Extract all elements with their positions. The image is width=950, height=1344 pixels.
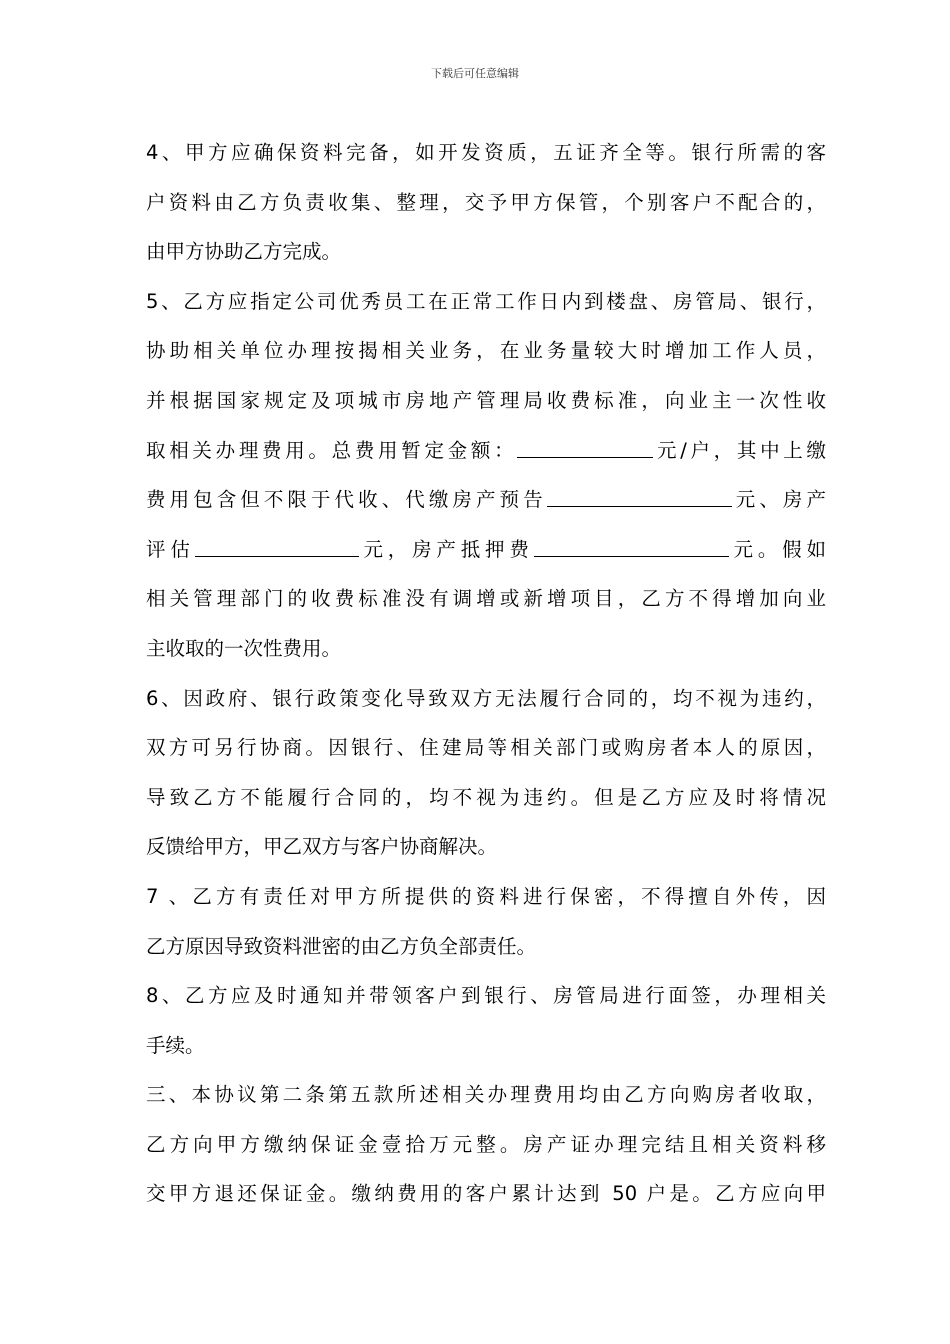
section-3-line-1: 三、本协议第二条第五款所述相关办理费用均由乙方向购房者收取， <box>146 1083 826 1107</box>
clause-7-line-2: 乙方原因导致资料泄密的由乙方负全部责任。 <box>146 934 537 958</box>
appraisal-fee-label: 评估 <box>146 537 195 561</box>
presale-fee-blank[interactable] <box>547 487 732 507</box>
clause-4-line-1: 4、甲方应确保资料完备，如开发资质，五证齐全等。银行所需的客 <box>146 141 826 164</box>
mortgage-fee-unit: 元。假如 <box>728 537 826 561</box>
clause-5-line-7: 相关管理部门的收费标准没有调增或新增项目，乙方不得增加向业 <box>146 587 826 611</box>
fee-total-blank[interactable] <box>517 438 653 458</box>
clause-6-line-4: 反馈给甲方，甲乙双方与客户协商解决。 <box>146 835 498 859</box>
mortgage-fee-label: 元，房产抵押费 <box>358 537 534 561</box>
fee-total-label: 取相关办理费用。总费用暂定金额： <box>146 438 518 462</box>
fee-total-unit: 元/户，其中上缴 <box>653 438 826 462</box>
clause-6-line-3: 导致乙方不能履行合同的，均不视为违约。但是乙方应及时将情况 <box>146 785 826 809</box>
clause-5-line-8: 主收取的一次性费用。 <box>146 636 342 660</box>
presale-fee-label: 费用包含但不限于代收、代缴房产预告 <box>146 488 547 512</box>
section-3-line-2: 乙方向甲方缴纳保证金壹拾万元整。房产证办理完结且相关资料移 <box>146 1132 826 1156</box>
clause-6-line-1: 6、因政府、银行政策变化导致双方无法履行合同的，均不视为违约， <box>146 686 826 710</box>
clause-5-line-4 <box>146 426 826 476</box>
presale-fee-unit: 元、房产 <box>731 488 826 512</box>
clause-4-line-2: 户资料由乙方负责收集、整理，交予甲方保管，个别客户不配合的， <box>146 190 826 214</box>
mortgage-fee-blank[interactable] <box>534 537 729 557</box>
clause-8-line-1: 8、乙方应及时通知并带领客户到银行、房管局进行面签，办理相关 <box>146 984 826 1008</box>
section-3-line-3: 交甲方退还保证金。缴纳费用的客户累计达到 50 户是。乙方应向甲 <box>146 1182 826 1206</box>
page-header: 下载后可任意编辑 <box>431 67 519 80</box>
clause-5-line-1: 5、乙方应指定公司优秀员工在正常工作日内到楼盘、房管局、银行， <box>146 289 826 313</box>
clause-8-line-2: 手续。 <box>146 1033 205 1057</box>
clause-5-line-5 <box>146 475 826 525</box>
clause-6-line-2: 双方可另行协商。因银行、住建局等相关部门或购房者本人的原因， <box>146 736 826 760</box>
clause-5-line-3: 并根据国家规定及项城市房地产管理局收费标准，向业主一次性收 <box>146 388 826 412</box>
clause-4-line-3: 由甲方协助乙方完成。 <box>146 240 342 264</box>
clause-5-line-6 <box>146 525 826 575</box>
clause-5-line-2: 协助相关单位办理按揭相关业务，在业务量较大时增加工作人员， <box>146 339 826 363</box>
document-body <box>146 128 826 1219</box>
appraisal-fee-blank[interactable] <box>195 537 359 557</box>
clause-7-line-1: 7 、乙方有责任对甲方所提供的资料进行保密，不得擅自外传，因 <box>146 884 826 908</box>
